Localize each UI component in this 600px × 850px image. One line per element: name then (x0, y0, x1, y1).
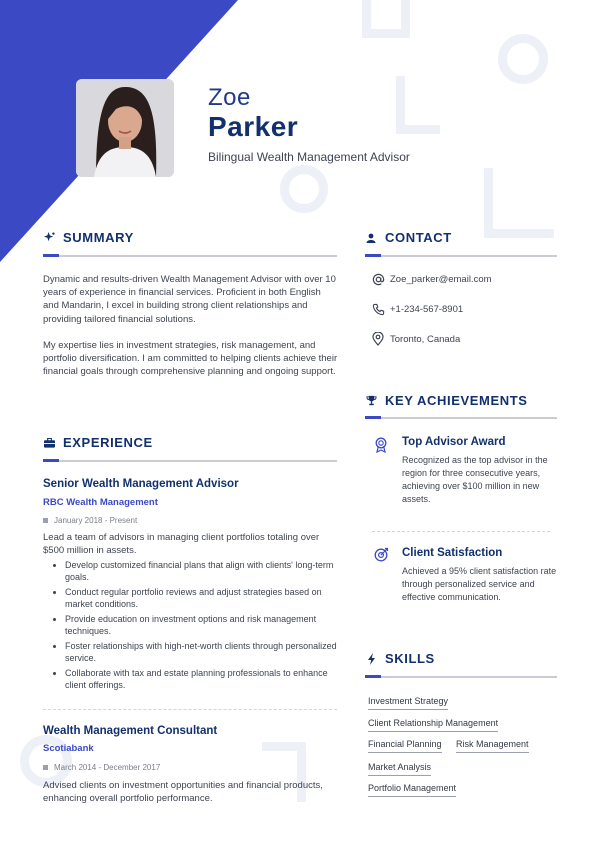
company-name: Scotiabank (43, 743, 94, 754)
lightning-icon (365, 653, 377, 665)
background-shape (280, 165, 328, 213)
email-text: Zoe_parker@email.com (390, 273, 492, 285)
trophy-icon (365, 395, 377, 407)
summary-divider (43, 255, 337, 257)
job-responsibilities (43, 559, 339, 694)
job-separator (43, 709, 337, 710)
contact-heading (365, 230, 452, 245)
at-sign-icon (371, 272, 385, 286)
company-name: RBC Wealth Management (43, 497, 158, 508)
skills-title: SKILLS (385, 651, 435, 666)
experience-heading (43, 435, 153, 450)
background-shape (498, 34, 548, 84)
skills-divider (365, 676, 557, 678)
skill-tag: Financial Planning (368, 739, 442, 753)
skill-tag: Investment Strategy (368, 696, 448, 710)
achievement-separator (372, 531, 550, 532)
experience-divider (43, 460, 337, 462)
last-name: Parker (208, 111, 299, 142)
calendar-icon (43, 518, 48, 523)
achievements-heading (365, 393, 528, 408)
summary-title: SUMMARY (63, 230, 134, 245)
list-item: Provide education on investment options and risk management techniques. (43, 613, 339, 637)
employment-dates (43, 763, 160, 772)
job-description: Lead a team of advisors in managing client portfolios totaling over $500 million in assets. (43, 532, 320, 557)
skill-tag: Risk Management (456, 739, 529, 753)
achievements-divider (365, 417, 557, 419)
background-shape (484, 168, 554, 238)
map-pin-icon (371, 332, 385, 346)
briefcase-icon (43, 437, 55, 449)
job-position: Wealth Management Consultant (43, 725, 218, 737)
summary-heading (43, 230, 134, 245)
location-text: Toronto, Canada (390, 333, 461, 345)
skill-tag: Market Analysis (368, 762, 431, 776)
phone-text: +1-234-567-8901 (390, 303, 464, 315)
skill-tag: Portfolio Management (368, 783, 456, 797)
contact-phone[interactable] (371, 302, 463, 316)
skill-tag: Client Relationship Management (368, 718, 498, 732)
contact-email[interactable] (371, 272, 492, 286)
skills-heading (365, 651, 435, 666)
calendar-icon (43, 765, 48, 770)
profile-photo (76, 79, 174, 177)
person-icon (365, 232, 377, 244)
contact-location (371, 332, 460, 346)
job-description: Advised clients on investment opportunities and financial products, enhancing overall portfolio performance. (43, 780, 323, 805)
background-shape (396, 76, 440, 134)
target-icon (374, 547, 390, 563)
achievements-title: KEY ACHIEVEMENTS (385, 393, 528, 408)
list-item: Develop customized financial plans that align with clients' long-term goals. (43, 559, 339, 583)
list-item: Collaborate with tax and estate planning professionals to enhance client offerings. (43, 667, 339, 691)
phone-icon (371, 302, 385, 316)
achievement-description: Achieved a 95% client satisfaction rate through personalized service and effective communication. (402, 566, 557, 602)
employment-dates (43, 516, 137, 525)
job-title: Bilingual Wealth Management Advisor (208, 150, 410, 164)
achievement-title: Client Satisfaction (402, 547, 503, 559)
experience-title: EXPERIENCE (63, 435, 153, 450)
list-item: Foster relationships with high-net-worth clients through personalized service. (43, 640, 339, 664)
contact-title: CONTACT (385, 230, 452, 245)
dates-text: March 2014 - December 2017 (54, 763, 161, 772)
job-position: Senior Wealth Management Advisor (43, 478, 239, 490)
achievement-description: Recognized as the top advisor in the region for three consecutive years, achieving over $100 million in new assets. (402, 455, 548, 504)
summary-paragraph: My expertise lies in investment strategies, risk management, and portfolio diversification. I am committed to helping clients achieve their financial goals through comprehensive planning and ongoing support. (43, 340, 338, 378)
award-icon (374, 437, 390, 453)
first-name: Zoe (208, 84, 251, 111)
achievement-title: Top Advisor Award (402, 436, 506, 448)
summary-paragraph: Dynamic and results-driven Wealth Management Advisor with over 10 years of experience in financial services. Proficient in both English and Mandarin, I excel in building strong client relationships and providing tailored financial solutions. (43, 274, 336, 325)
dates-text: January 2018 - Present (54, 516, 138, 525)
contact-divider (365, 255, 557, 257)
background-shape (362, 0, 410, 38)
list-item: Conduct regular portfolio reviews and adjust strategies based on market conditions. (43, 586, 339, 610)
sparkle-icon (43, 232, 55, 244)
